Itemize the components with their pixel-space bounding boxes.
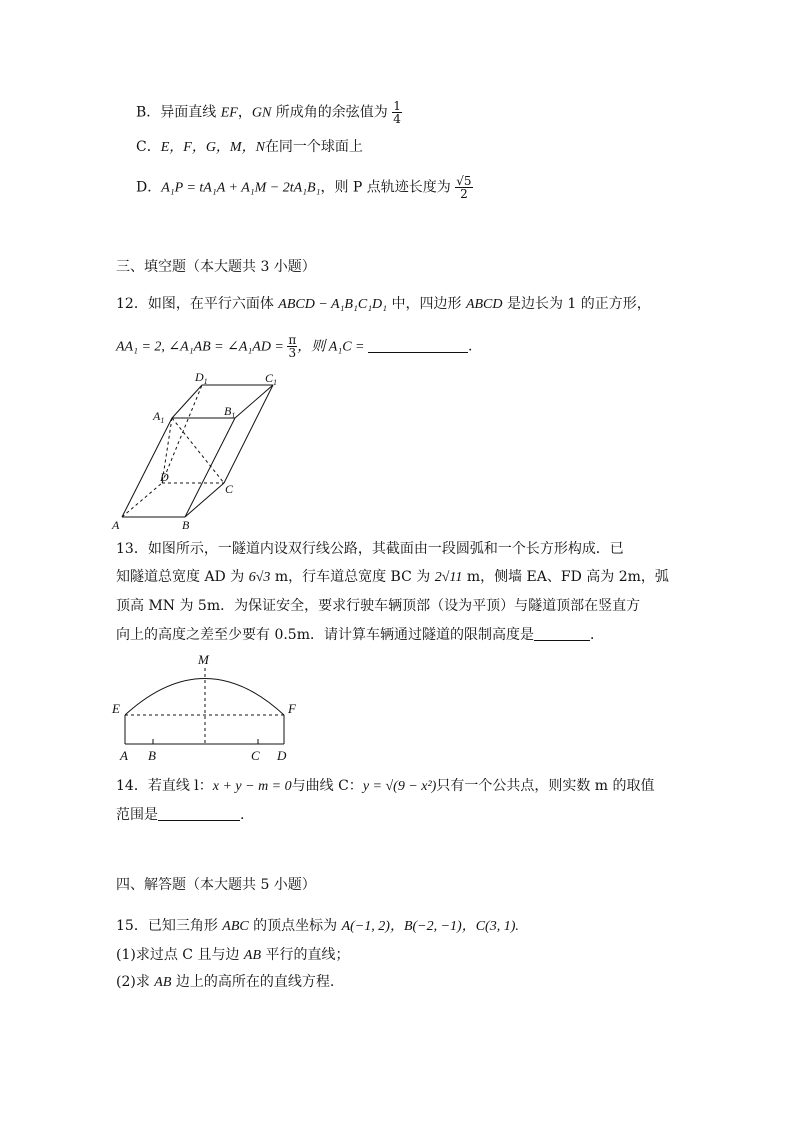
- option-c-label: C．: [136, 139, 161, 155]
- option-c-text: 在同一个球面上: [264, 139, 363, 155]
- label-b: B: [148, 748, 156, 763]
- label-c1: $C_1$: [265, 371, 278, 387]
- parallelepiped-figure: [110, 365, 290, 535]
- q12-condition: AA₁ = 2, ∠A₁AB = ∠A₁AD =: [116, 339, 288, 355]
- vertex-coordinates: A(−1, 2)，B(−2, −1)，C(3, 1).: [341, 919, 519, 934]
- fraction-one-quarter: $\frac{1}{4}$: [393, 99, 401, 126]
- option-b: [136, 100, 402, 125]
- label-c: C: [251, 748, 260, 763]
- bc-width: 2√11: [434, 570, 463, 585]
- fraction-sqrt5-over-2: $\frac{√5}{2}$: [456, 174, 472, 201]
- label-a: A: [112, 518, 120, 532]
- q14-line2: 范围是 .: [116, 807, 245, 823]
- separator: ，: [237, 104, 252, 121]
- q13-answer-blank[interactable]: [534, 640, 590, 641]
- q12-line2: AA₁ = 2, ∠A₁AB = ∠A₁AD = $\frac{\pi}{3}$ ，则 A₁C = .: [116, 333, 473, 360]
- triangle-name: ABC: [222, 919, 249, 934]
- section-4-heading: 四、解答题（本大题共 5 小题）: [116, 877, 316, 893]
- option-b-text: 所成角的余弦值为: [271, 104, 388, 121]
- q12-ask: ，则 A₁C =: [297, 339, 368, 355]
- q13-line1: 13．如图所示，一隧道内设双行线公路，其截面由一段圆弧和一个长方形构成．已: [116, 541, 624, 557]
- q13-line3: 顶高 MN 为 5m．为保证安全，要求行驶车辆顶部（设为平顶）与隧道顶部在竖直方: [116, 598, 641, 614]
- line-ef: EF: [220, 105, 238, 121]
- label-c: C: [225, 482, 234, 496]
- label-d: D: [277, 748, 287, 763]
- parallelepiped-name: ABCD − A₁B₁C₁D₁: [278, 297, 388, 312]
- curve-equation: y = √(9 − x²): [362, 779, 437, 794]
- q14-line1: 14．若直线 l：x + y − m = 0与曲线 C：y = √(9 − x²)只有一个公共点，则实数 m 的取值: [116, 778, 655, 794]
- quad-name: ABCD: [465, 297, 503, 312]
- label-m: M: [198, 652, 209, 667]
- q14-answer-blank[interactable]: [158, 820, 240, 821]
- option-b-prefix: B．异面直线: [136, 104, 221, 121]
- q13-line4: 向上的高度之差至少要有 0.5m．请计算车辆通过隧道的限制高度是 ．: [116, 627, 604, 643]
- q12-answer-blank[interactable]: [368, 352, 468, 353]
- q15-part1: (1)求过点 C 且与边 AB 平行的直线；: [116, 947, 350, 963]
- option-c-points: E，F，G，M，N: [160, 140, 265, 155]
- fraction-pi-over-3: $\frac{\pi}{3}$: [288, 333, 297, 360]
- q15-part2: (2)求 AB 边上的高所在的直线方程.: [116, 974, 335, 990]
- option-d-text: ，则 P 点轨迹长度为: [320, 179, 451, 196]
- q13-line2: 知隧道总宽度 AD 为 6√3 m，行车道总宽度 BC 为 2√11 m，侧墙 EA、FD 高为 2m，弧: [116, 569, 669, 585]
- label-b1: $B_1$: [224, 404, 236, 420]
- option-c: [136, 137, 363, 158]
- option-d-label: D．: [136, 179, 162, 196]
- q15-line1: 15．已知三角形 ABC 的顶点坐标为 A(−1, 2)，B(−2, −1)，C(3, 1).: [116, 918, 519, 934]
- label-f: F: [288, 701, 296, 716]
- ad-width: 6√3: [248, 570, 271, 585]
- label-b: B: [182, 518, 190, 532]
- line-gn: GN: [251, 105, 272, 121]
- label-e: E: [112, 701, 120, 716]
- label-a1: $A_1$: [153, 409, 165, 425]
- label-d1: $D_1$: [195, 370, 208, 386]
- label-a: A: [120, 748, 128, 763]
- option-d: [136, 175, 473, 200]
- line-equation: x + y − m = 0: [212, 779, 292, 794]
- vector-formula: A₁P = tA₁A + A₁M − 2tA₁B₁: [161, 180, 321, 196]
- label-d: D: [160, 470, 169, 484]
- tunnel-figure: [108, 650, 308, 766]
- q12-line1: 12．如图，在平行六面体 ABCD − A₁B₁C₁D₁ 中，四边形 ABCD 是边长为 1 的正方形，: [116, 296, 651, 312]
- section-3-heading: 三、填空题（本大题共 3 小题）: [116, 259, 316, 275]
